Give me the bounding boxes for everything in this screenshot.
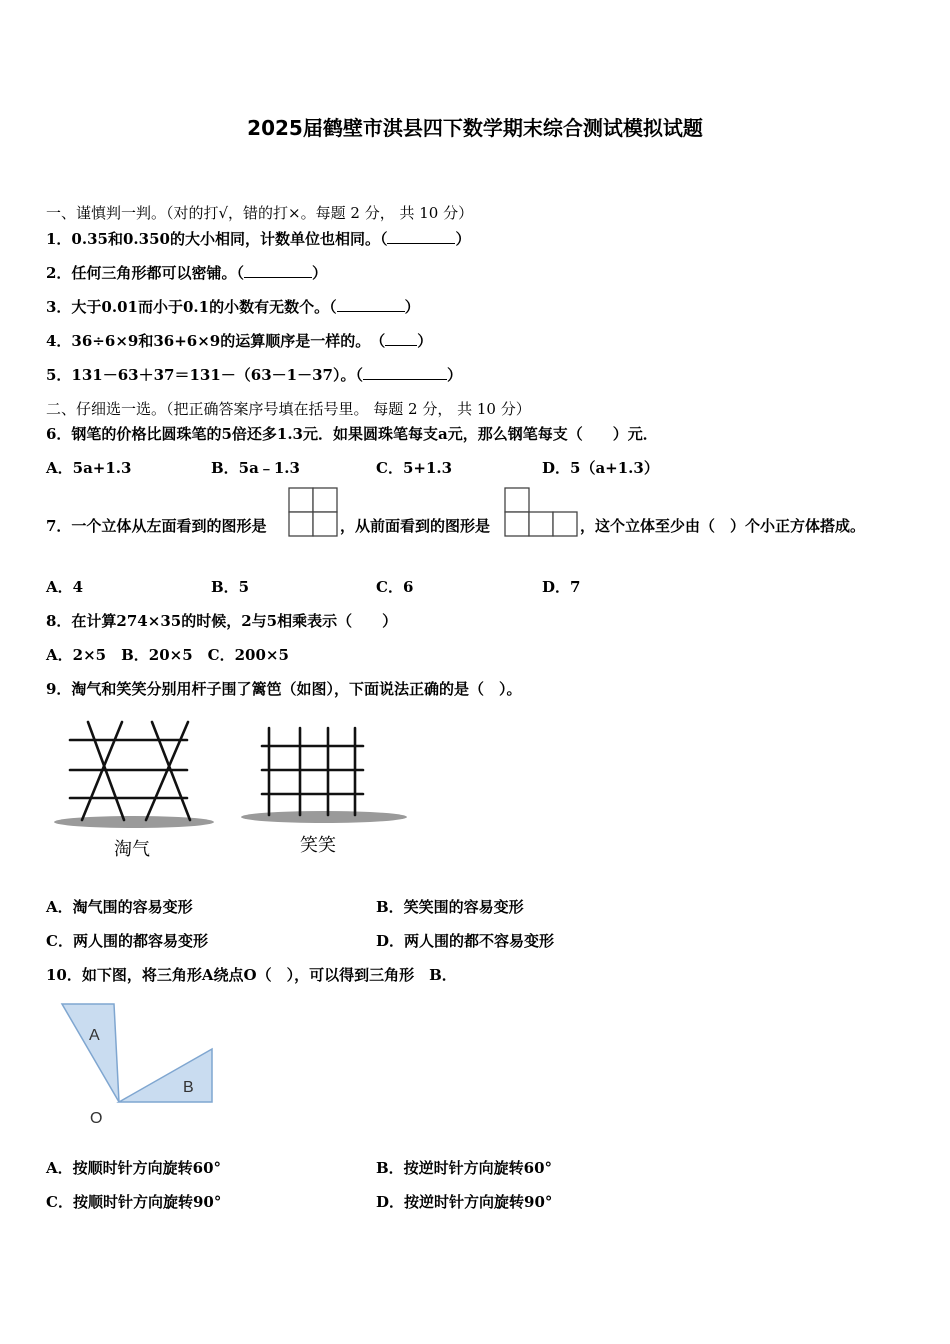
q6-option-b[interactable]: B．5a﹣1.3 [211, 459, 300, 477]
q8-options[interactable]: A．2×5 B．20×5 C．200×5 [46, 646, 289, 664]
question-3-close: ） [404, 298, 420, 316]
question-10: 10．如下图，将三角形A绕点O（ ），可以得到三角形 B． [46, 966, 457, 984]
front-view-figure [504, 487, 580, 539]
q10-option-c[interactable]: C．按顺时针方向旋转90° [46, 1193, 222, 1211]
q9-option-a[interactable]: A．淘气围的容易变形 [46, 898, 193, 916]
answer-blank-5[interactable] [363, 365, 447, 380]
question-2-text: 2．任何三角形都可以密铺。（ [46, 264, 244, 282]
question-8: 8．在计算274×35的时候，2与5相乘表示（ ） [46, 612, 398, 630]
rotation-figure [52, 998, 222, 1130]
question-5-close: ） [447, 366, 463, 384]
q7-option-d[interactable]: D．7 [542, 578, 581, 596]
label-xiaoxiao: 笑笑 [300, 835, 336, 856]
question-4-close: ） [417, 332, 433, 350]
fence-figure-xiaoxiao [238, 718, 418, 863]
question-2 [46, 262, 327, 283]
q6-option-c[interactable]: C．5+1.3 [376, 459, 453, 477]
q7-option-a[interactable]: A．4 [46, 578, 84, 596]
answer-blank-1[interactable] [387, 229, 455, 244]
question-7-part2: ，从前面看到的图形是 [340, 517, 491, 535]
answer-blank-2[interactable] [244, 263, 312, 278]
question-3 [46, 296, 420, 317]
triangle-b [119, 1049, 212, 1102]
q9-option-b[interactable]: B．笑笑围的容易变形 [376, 898, 524, 916]
answer-blank-4[interactable] [385, 331, 417, 346]
section-1-heading: 一、谨慎判一判。（对的打√，错的打×。每题 2 分， 共 10 分） [46, 204, 474, 222]
answer-blank-3[interactable] [337, 297, 405, 312]
triangle-a [62, 1004, 119, 1102]
label-b: B [183, 1079, 194, 1096]
q6-option-a[interactable]: A．5a+1.3 [46, 459, 132, 477]
question-5 [46, 364, 462, 385]
q9-option-d[interactable]: D．两人围的都不容易变形 [376, 932, 555, 950]
label-o: O [90, 1110, 103, 1127]
q9-option-c[interactable]: C．两人围的都容易变形 [46, 932, 208, 950]
page-title: 2025届鹤壁市淇县四下数学期末综合测试模拟试题 [247, 116, 703, 140]
question-3-text: 3．大于0.01而小于0.1的小数有无数个。（ [46, 298, 337, 316]
label-taoqi: 淘气 [114, 839, 150, 860]
question-6: 6．钢笔的价格比圆珠笔的5倍还多1.3元．如果圆珠笔每支a元，那么钢笔每支（ ）元． [46, 425, 658, 443]
question-1-close: ） [455, 230, 471, 248]
question-7-part1: 7．一个立体从左面看到的图形是 [46, 517, 267, 535]
question-5-text: 5．131－63＋37＝131－（63－1－37）。（ [46, 366, 363, 384]
left-view-figure [288, 487, 340, 539]
q10-option-b[interactable]: B．按逆时针方向旋转60° [376, 1159, 553, 1177]
question-2-close: ） [311, 264, 327, 282]
section-2-heading: 二、仔细选一选。（把正确答案序号填在括号里。 每题 2 分， 共 10 分） [46, 400, 531, 418]
question-4 [46, 330, 432, 351]
question-1 [46, 228, 470, 249]
q7-option-b[interactable]: B．5 [211, 578, 250, 596]
question-1-text: 1．0.35和0.350的大小相同，计数单位也相同。（ [46, 230, 388, 248]
question-7-part3: ，这个立体至少由（ ）个小正方体搭成。 [580, 517, 866, 535]
question-9: 9．淘气和笑笑分别用杆子围了篱笆（如图），下面说法正确的是（ ）。 [46, 680, 522, 698]
label-a: A [89, 1027, 100, 1044]
question-4-text: 4．36÷6×9和36+6×9的运算顺序是一样的。 （ [46, 332, 386, 350]
q6-option-d[interactable]: D．5（a+1.3） [542, 459, 659, 477]
q7-option-c[interactable]: C．6 [376, 578, 414, 596]
q10-option-a[interactable]: A．按顺时针方向旋转60° [46, 1159, 222, 1177]
fence-figure-taoqi [52, 718, 222, 863]
q10-option-d[interactable]: D．按逆时针方向旋转90° [376, 1193, 553, 1211]
